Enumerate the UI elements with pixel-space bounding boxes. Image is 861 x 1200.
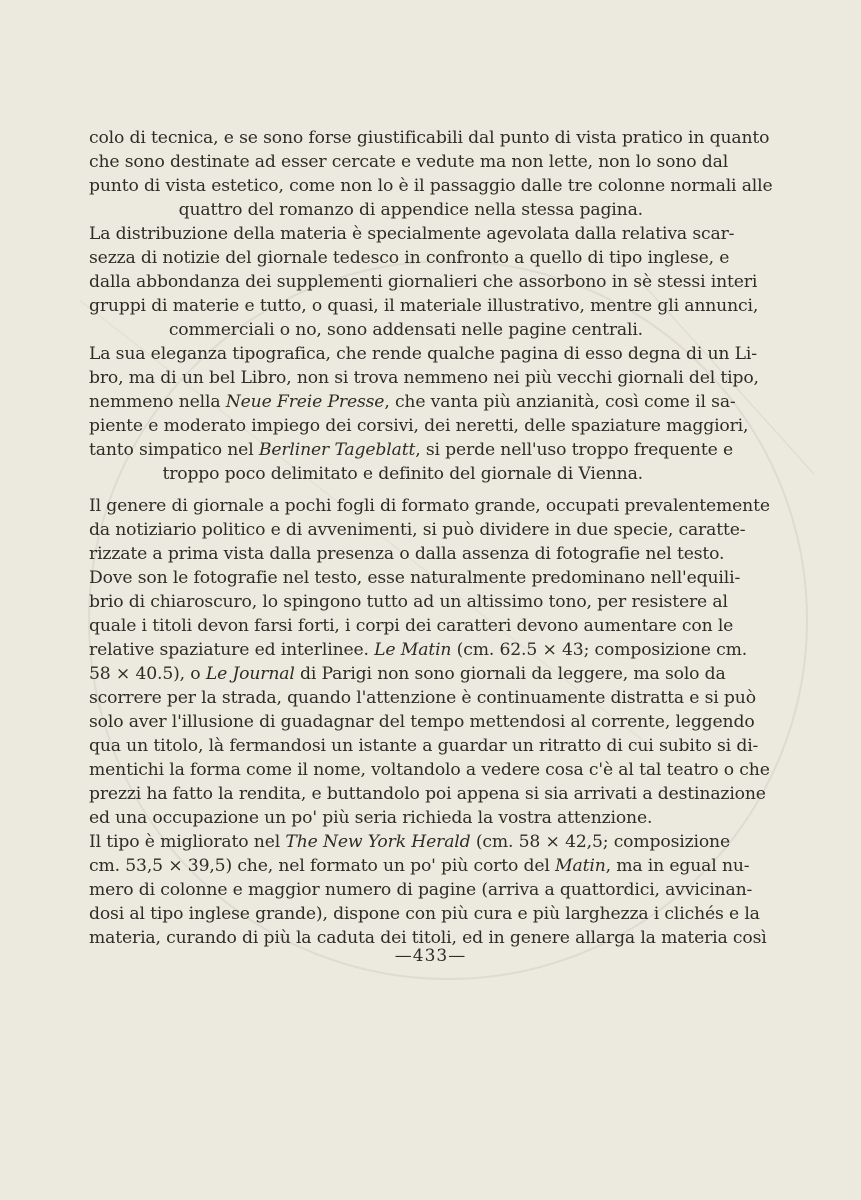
text-line [89,318,643,342]
text-run: dalla abbondanza dei supplementi giornalieri che assorbono in sè stessi interi [89,272,758,292]
italic-title-run: The New York Herald [285,832,471,852]
text-run: relative spaziature ed interlinee. [89,640,375,660]
text-run: quale i titoli devon farsi forti, i corpi dei caratteri devono aumentare con le [89,616,734,636]
text-run: (cm. 58 × 42,5; composizione [470,832,730,852]
text-run: tanto simpatico nel [89,440,259,460]
italic-title-run: Le Journal [205,664,295,684]
text-line [89,150,729,174]
text-line [89,366,759,390]
text-run: mero di colonne e maggior numero di pagine (arriva a quattordici, avvicinan- [89,880,753,900]
text-run: (cm. 62.5 × 43; composizione cm. [451,640,748,660]
text-run: di Parigi non sono giornali da leggere, ma solo da [294,664,726,684]
text-line [89,270,758,294]
text-line [89,494,770,518]
text-line [89,438,733,462]
text-line [89,566,741,590]
text-run: punto di vista estetico, come non lo è il passaggio dalle tre colonne normali alle [89,176,773,196]
italic-title-run: Matin [555,856,606,876]
text-line [89,686,756,710]
text-run: commerciali o no, sono addensati nelle pagine centrali. [168,320,643,340]
text-run: scorrere per la strada, quando l'attenzione è continuamente distratta e si può [89,688,756,708]
text-run: dosi al tipo inglese grande), dispone con più cura e più larghezza i clichés e la [89,904,760,924]
text-line [89,878,753,902]
text-run: prezzi ha fatto la rendita, e buttandolo poi appena si sia arrivati a destinazione [89,784,766,804]
text-line [89,342,757,366]
text-run: Il genere di giornale a pochi fogli di formato grande, occupati prevalentemente [89,496,770,516]
italic-title-run: Berliner Tageblatt [258,440,416,460]
text-run: che sono destinate ad esser cercate e vedute ma non lette, non lo sono dal [89,152,729,172]
text-line [89,806,653,830]
body-text-block-2 [89,494,770,950]
page-number: —433— [394,946,467,966]
text-line [89,126,770,150]
text-line [89,198,643,222]
text-run: ed una occupazione un po' più seria richieda la vostra attenzione. [89,808,653,828]
text-line [89,614,734,638]
text-run: mentichi la forma come il nome, voltandolo a vedere cosa c'è al tal teatro o che [89,760,770,780]
text-run: , si perde nell'uso troppo frequente e [415,440,733,460]
text-line [89,638,748,662]
text-run: rizzate a prima vista dalla presenza o dalla assenza di fotografie nel testo. [89,544,725,564]
italic-title-run: Le Matin [374,640,452,660]
text-line [89,294,759,318]
text-run: , che vanta più anzianità, così come il sa- [384,392,736,412]
text-run: 58 × 40.5), o [89,664,206,684]
text-run: solo aver l'illusione di guadagnar del tempo mettendosi al corrente, leggendo [89,712,755,732]
text-run: , ma in egual nu- [605,856,750,876]
text-line [89,222,735,246]
text-run: piente e moderato impiego dei corsivi, dei neretti, delle spaziature maggiori, [89,416,749,436]
text-line [89,390,736,414]
text-run: La distribuzione della materia è specialmente agevolata dalla relativa scar- [89,224,735,244]
text-run: quattro del romanzo di appendice nella stessa pagina. [178,200,643,220]
text-run: cm. 53,5 × 39,5) che, nel formato un po' più corto del [89,856,556,876]
text-run: La sua eleganza tipografica, che rende qualche pagina di esso degna di un Li- [89,344,757,364]
text-line [89,590,728,614]
text-run: da notiziario politico e di avvenimenti, si può dividere in due specie, caratte- [89,520,746,540]
text-run: Dove son le fotografie nel testo, esse naturalmente predominano nell'equili- [89,568,741,588]
text-line [89,830,730,854]
text-run: bro, ma di un bel Libro, non si trova nemmeno nei più vecchi giornali del tipo, [89,368,759,388]
text-line [89,462,643,486]
text-line [89,902,760,926]
text-run: materia, curando di più la caduta dei titoli, ed in genere allarga la materia così [89,928,767,948]
text-line [89,710,755,734]
text-run: brio di chiaroscuro, lo spingono tutto ad un altissimo tono, per resistere al [89,592,728,612]
text-line [89,734,759,758]
text-line [89,782,766,806]
text-line [89,174,773,198]
text-run: nemmeno nella [89,392,226,412]
text-run: colo di tecnica, e se sono forse giustificabili dal punto di vista pratico in quanto [89,128,770,148]
text-run: sezza di notizie del giornale tedesco in confronto a quello di tipo inglese, e [89,248,730,268]
italic-title-run: Neue Freie Presse [225,392,385,412]
text-line [89,414,749,438]
text-line [89,518,746,542]
body-text-block-1 [89,126,773,486]
text-line [89,246,730,270]
text-line [89,662,726,686]
text-line [89,758,770,782]
text-run: Il tipo è migliorato nel [89,832,286,852]
text-run: gruppi di materie e tutto, o quasi, il materiale illustrativo, mentre gli annunci, [89,296,759,316]
text-run: troppo poco delimitato e definito del giornale di Vienna. [162,464,643,484]
text-line [89,542,725,566]
text-run: qua un titolo, là fermandosi un istante a guardar un ritratto di cui subito si di- [89,736,759,756]
text-line [89,854,750,878]
